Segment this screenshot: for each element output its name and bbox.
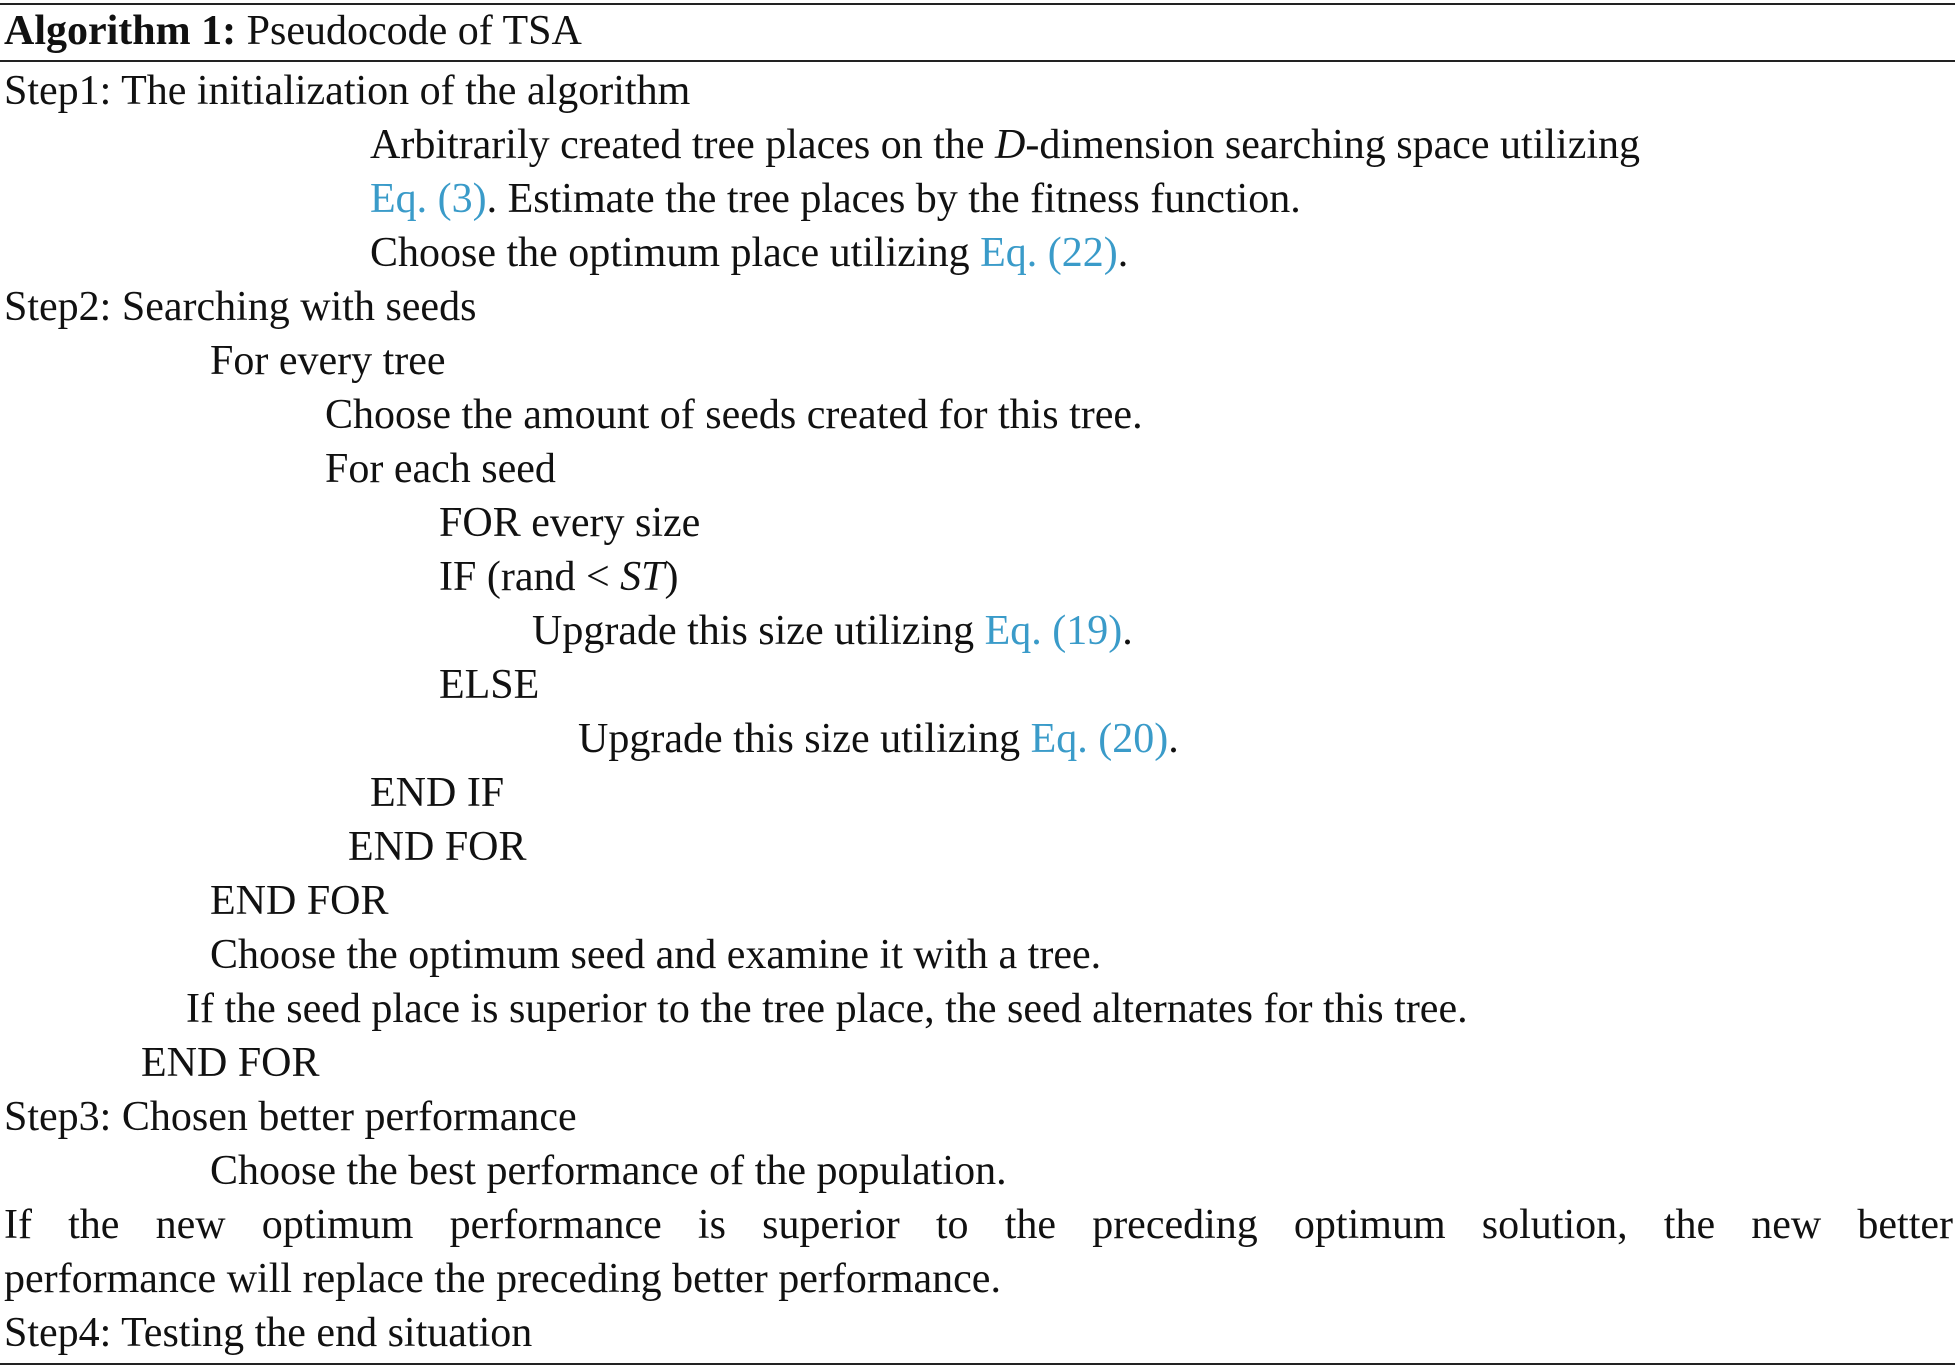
upgrade-eq20-text-b: . (1168, 716, 1179, 762)
upgrade-eq19-text-b: . (1122, 608, 1133, 654)
init-line-2-text: . Estimate the tree places by the fitness function. (486, 176, 1301, 222)
init-line-3-text-a: Choose the optimum place utilizing (370, 230, 981, 276)
replace-result-line: performance will replace the preceding better performance. (4, 1256, 1001, 1302)
replace-condition-line: If the new optimum performance is superior to the preceding optimum solution, the new better (4, 1202, 1953, 1248)
st-variable: ST (620, 554, 665, 600)
init-line-3-text-b: . (1117, 230, 1129, 276)
init-line-1-text-a: Arbitrarily created tree places on the (370, 122, 996, 168)
for-every-tree-line: For every tree (210, 338, 446, 384)
if-rand-text-b: ) (664, 554, 679, 600)
step2-line: Step2: Searching with seeds (4, 284, 477, 330)
end-for-size-line: END FOR (348, 824, 527, 870)
init-line-1 (370, 118, 1640, 172)
end-if-line: END IF (370, 770, 505, 816)
init-line-2 (370, 172, 1301, 226)
algorithm-caption (4, 6, 582, 56)
upgrade-eq20-text-a: Upgrade this size utilizing (578, 716, 1031, 762)
choose-optimum-seed-line: Choose the optimum seed and examine it with a tree. (210, 932, 1102, 978)
caption-rule (0, 60, 1955, 62)
eq-3-link[interactable]: Eq. (3) (370, 176, 487, 222)
eq-19-link[interactable]: Eq. (19) (984, 608, 1123, 654)
choose-best-line: Choose the best performance of the population. (210, 1148, 1007, 1194)
eq-20-link[interactable]: Eq. (20) (1030, 716, 1169, 762)
caption-title: Pseudocode of TSA (246, 8, 582, 54)
if-rand-line (439, 550, 679, 604)
upgrade-eq19-line (532, 604, 1133, 658)
seed-alternates-line: If the seed place is superior to the tree place, the seed alternates for this tree. (186, 986, 1468, 1032)
else-line: ELSE (439, 662, 540, 708)
choose-seeds-line: Choose the amount of seeds created for this tree. (325, 392, 1143, 438)
dimension-variable: D (995, 122, 1026, 168)
if-rand-text-a: IF (rand < (439, 554, 621, 600)
upgrade-eq19-text-a: Upgrade this size utilizing (532, 608, 985, 654)
init-line-3 (370, 226, 1128, 280)
for-every-size-line: FOR every size (439, 500, 701, 546)
upgrade-eq20-line (578, 712, 1179, 766)
end-for-tree-line: END FOR (141, 1040, 320, 1086)
init-line-1-text-b: -dimension searching space utilizing (1025, 122, 1641, 168)
step3-line: Step3: Chosen better performance (4, 1094, 577, 1140)
bottom-rule (0, 1363, 1955, 1365)
end-for-seed-line: END FOR (210, 878, 389, 924)
step1-line: Step1: The initialization of the algorithm (4, 68, 691, 114)
eq-22-link[interactable]: Eq. (22) (980, 230, 1118, 276)
step4-line: Step4: Testing the end situation (4, 1310, 533, 1356)
top-rule (0, 3, 1955, 5)
for-each-seed-line: For each seed (325, 446, 556, 492)
caption-label: Algorithm 1: (4, 8, 237, 54)
